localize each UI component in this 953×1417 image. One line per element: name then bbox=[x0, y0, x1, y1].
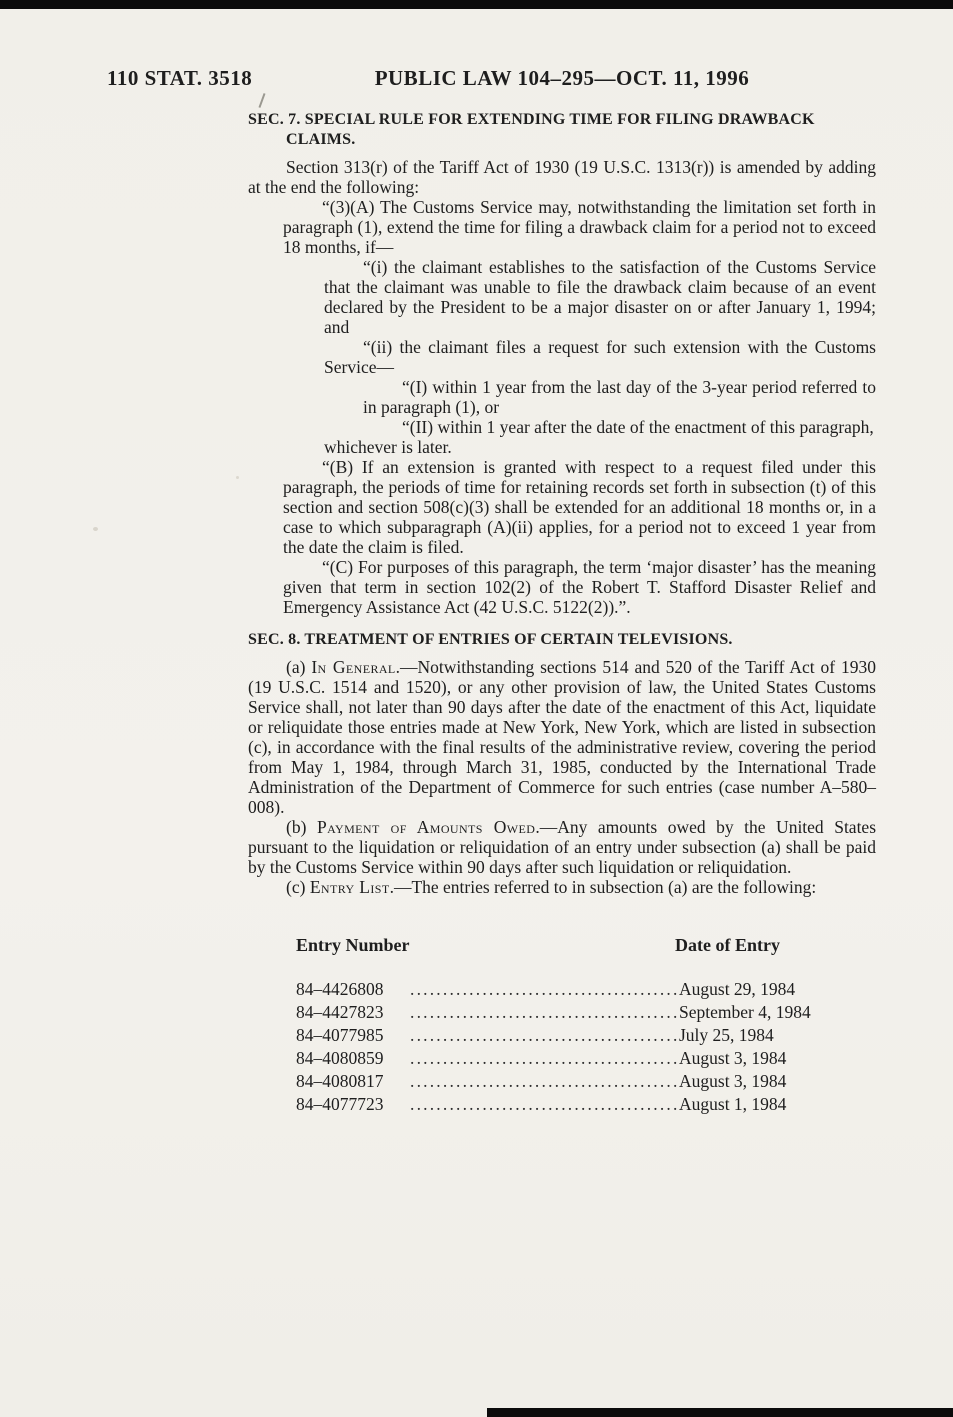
sec8-heading: SEC. 8. TREATMENT OF ENTRIES OF CERTAIN TELEVISIONS. bbox=[248, 631, 733, 648]
entry-date: September 4, 1984 bbox=[679, 1002, 811, 1022]
entry-number: 84–4077723 bbox=[296, 1094, 384, 1114]
stat-page-number: 110 STAT. 3518 bbox=[107, 66, 253, 90]
table-row bbox=[296, 978, 876, 1001]
public-law-title: PUBLIC LAW 104–295—OCT. 11, 1996 bbox=[374, 66, 750, 90]
entry-number: 84–4080817 bbox=[296, 1071, 384, 1091]
entry-date: August 1, 1984 bbox=[679, 1094, 787, 1114]
scan-artifact-bottom-bar bbox=[487, 1408, 953, 1417]
dot-leader bbox=[406, 1024, 679, 1047]
statute-body bbox=[248, 110, 876, 1116]
sec7-heading: SEC. 7. SPECIAL RULE FOR EXTENDING TIME FOR FILING DRAWBACK CLAIMS. bbox=[248, 111, 815, 148]
dot-leader bbox=[406, 1070, 679, 1093]
sec8-subsection-b bbox=[248, 817, 876, 877]
subsection-b-prefix: (b) bbox=[286, 817, 317, 837]
dot-leader bbox=[406, 1001, 679, 1024]
subsection-c-prefix: (c) bbox=[286, 877, 310, 897]
entry-number: 84–4427823 bbox=[296, 1002, 384, 1022]
sec7-whichever-line: whichever is later. bbox=[324, 437, 452, 457]
entry-number: 84–4077985 bbox=[296, 1025, 384, 1045]
subsection-b-dash: .— bbox=[535, 817, 558, 837]
sec7-paragraph-C: “(C) For purposes of this paragraph, the term ‘major disaster’ has the meaning given that term in section 102(2) of the Robert T. Stafford Disaster Relief and Emergency Assistance Act (42 U.S.C. 5122(2)).”. bbox=[283, 557, 876, 617]
scan-artifact-speck bbox=[93, 527, 98, 531]
dot-leader bbox=[406, 1047, 679, 1070]
subsection-c-label: Entry List bbox=[309, 877, 390, 897]
scan-artifact-top-bar bbox=[0, 0, 953, 9]
subsection-a-text: Notwithstanding sections 514 and 520 of the Tariff Act of 1930 (19 U.S.C. 1514 and 1520), or any other provision of law, the United States Customs Service shall, not later than 90 days after the date of the enactment of this Act, liquidate or reliquidate those entries made at New York, New York, which are listed in subsection (c), in accordance with the final results of the administrative review, covering the period from May 1, 1984, through March 31, 1985, conducted by the International Trade Administration of the Department of Commerce for such entries (case number A–580–008). bbox=[248, 657, 876, 817]
subsection-b-text: Any amounts owed by the United States pursuant to the liquidation or reliquidation of an entry under subsection (a) shall be paid by the Customs Service within 90 days after such liquidation or reliquidation. bbox=[248, 817, 877, 877]
table-row bbox=[296, 1001, 876, 1024]
dot-leader bbox=[406, 1093, 679, 1116]
dot-leader bbox=[406, 978, 679, 1001]
sec7-intro-paragraph: Section 313(r) of the Tariff Act of 1930 (19 U.S.C. 1313(r)) is amended by adding at the end the following: bbox=[248, 157, 876, 197]
column-header-date-of-entry: Date of Entry bbox=[675, 935, 780, 955]
entry-date: August 3, 1984 bbox=[679, 1071, 787, 1091]
entry-date: July 25, 1984 bbox=[679, 1025, 774, 1045]
subsection-b-label: Payment of Amounts Owed bbox=[316, 817, 536, 837]
sec7-clause-ii: “(ii) the claimant files a request for such extension with the Customs Service— bbox=[324, 337, 876, 377]
subsection-a-dash: .— bbox=[395, 657, 418, 677]
entry-table bbox=[296, 935, 876, 1116]
scan-artifact-speck bbox=[236, 476, 239, 479]
subsection-a-label: In General bbox=[311, 657, 396, 677]
sec8-subsection-c bbox=[248, 877, 876, 897]
subsection-a-prefix: (a) bbox=[286, 657, 312, 677]
entry-number: 84–4426808 bbox=[296, 979, 384, 999]
table-row bbox=[296, 1047, 876, 1070]
table-row bbox=[296, 1070, 876, 1093]
entry-date: August 3, 1984 bbox=[679, 1048, 787, 1068]
subsection-c-dash: .— bbox=[389, 877, 412, 897]
column-header-entry-number: Entry Number bbox=[296, 935, 410, 955]
subsection-c-text: The entries referred to in subsection (a) are the following: bbox=[411, 877, 817, 897]
sec7-paragraph-3A: “(3)(A) The Customs Service may, notwithstanding the limitation set forth in paragraph (1), extend the time for filing a drawback claim for a period not to exceed 18 months, if— bbox=[283, 197, 876, 257]
entry-table-header bbox=[296, 935, 876, 956]
sec7-subclause-II: “(II) within 1 year after the date of the enactment of this paragraph, bbox=[402, 417, 874, 437]
entry-number: 84–4080859 bbox=[296, 1048, 384, 1068]
sec7-subclause-I: “(I) within 1 year from the last day of the 3-year period referred to in paragraph (1), or bbox=[363, 377, 876, 417]
table-row bbox=[296, 1024, 876, 1047]
sec7-paragraph-B: “(B) If an extension is granted with respect to a request filed under this paragraph, the periods of time for retaining records set forth in subsection (t) of this section and section 508(c)(3) shall be extended for an additional 18 months or, in a case to which subparagraph (A)(ii) applies, for a period not to exceed 1 year from the date the claim is filed. bbox=[283, 457, 876, 557]
sec8-subsection-a bbox=[248, 657, 876, 817]
entry-date: August 29, 1984 bbox=[679, 979, 796, 999]
running-head bbox=[0, 66, 953, 96]
table-row bbox=[296, 1093, 876, 1116]
sec7-clause-i: “(i) the claimant establishes to the satisfaction of the Customs Service that the claimant was unable to file the drawback claim because of an event declared by the President to be a major disaster on or after January 1, 1994; and bbox=[324, 257, 876, 337]
